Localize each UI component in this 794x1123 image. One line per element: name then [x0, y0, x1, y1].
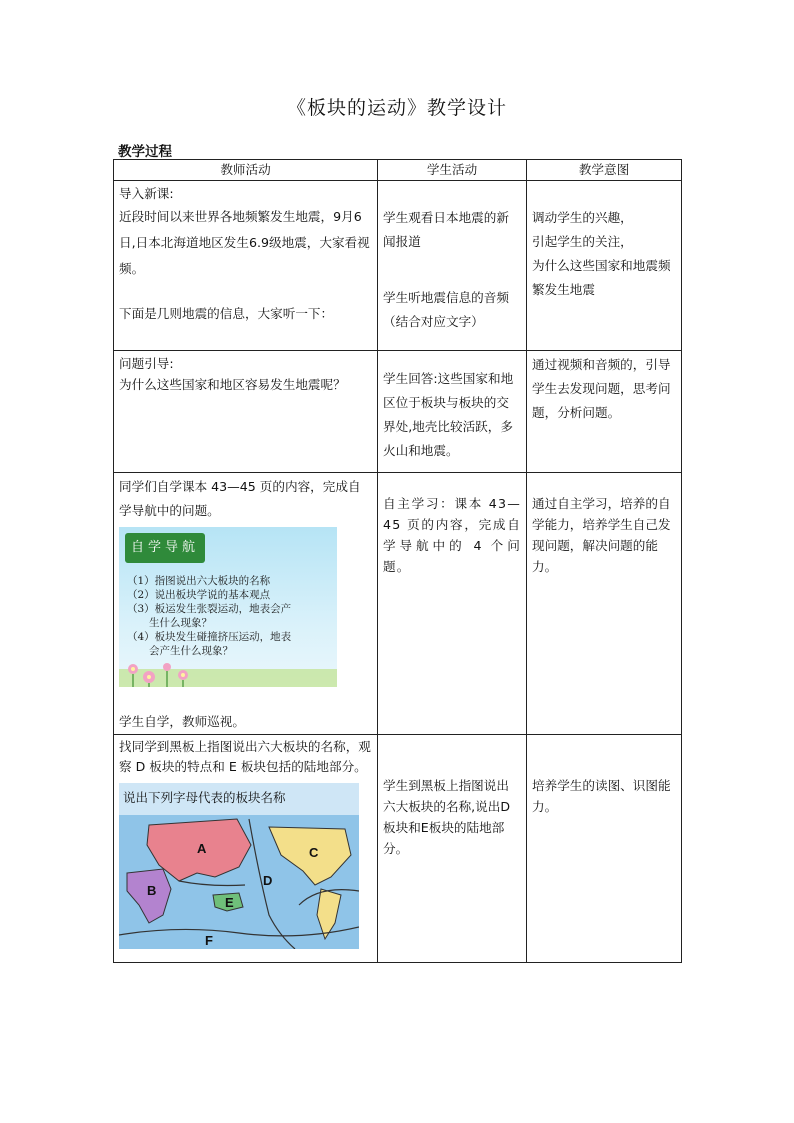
intent-text: 调动学生的兴趣， — [532, 210, 633, 225]
intent-text: 引起学生的关注， — [532, 234, 633, 249]
plate-label-e: E — [225, 895, 234, 910]
teacher-text: 问题引导: — [119, 356, 174, 371]
teacher-text: 近段时间以来世界各地频繁发生地震，9月6日,日本北海道地区发生6.9级地震，大家看视频。 — [119, 209, 370, 276]
nav-item: （4）板块发生碰撞挤压运动，地表 — [127, 631, 292, 643]
lesson-table — [113, 159, 682, 963]
plate-label-d: D — [263, 873, 273, 888]
student-cell — [378, 473, 527, 735]
intent-text: 通过自主学习，培养的自学能力，培养学生自己发现问题，解决问题的能力。 — [532, 496, 671, 574]
teacher-text: 学生自学，教师巡视。 — [119, 714, 245, 729]
header-teacher: 教师活动 — [114, 160, 378, 181]
table-row — [114, 735, 682, 963]
tectonic-plate-map-image — [119, 783, 359, 949]
teacher-cell — [114, 735, 378, 963]
map-title: 说出下列字母代表的板块名称 — [119, 783, 359, 815]
plate-label-a: A — [197, 841, 207, 856]
intent-cell — [527, 181, 682, 351]
student-text: 学生观看日本地震的新闻报道 — [383, 210, 509, 249]
teacher-cell — [114, 351, 378, 473]
teacher-cell — [114, 181, 378, 351]
intent-cell — [527, 351, 682, 473]
intent-cell — [527, 473, 682, 735]
student-cell — [378, 735, 527, 963]
intent-text: 为什么这些国家和地震频繁发生地震 — [532, 258, 671, 297]
nav-list — [127, 574, 337, 658]
document-title: 《板块的运动》教学设计 — [286, 97, 507, 119]
student-text: 学生回答:这些国家和地区位于板块与板块的交界处,地壳比较活跃，多火山和地震。 — [383, 371, 514, 458]
teacher-text: 导入新课: — [119, 186, 174, 201]
student-cell — [378, 181, 527, 351]
student-cell — [378, 351, 527, 473]
student-text: 自主学习：课本 43—45 页的内容，完成自学导航中的 4 个问题。 — [383, 496, 521, 574]
plate-label-c: C — [309, 845, 319, 860]
table-header-row — [114, 160, 682, 181]
teacher-text: 同学们自学课本 43—45 页的内容，完成自学导航中的问题。 — [119, 479, 361, 518]
intent-cell — [527, 735, 682, 963]
intent-text: 通过视频和音频的，引导学生去发现问题，思考问题，分析问题。 — [532, 357, 671, 420]
plate-label-b: B — [147, 883, 157, 898]
student-text: 学生听地震信息的音频（结合对应文字） — [383, 290, 509, 329]
table-row — [114, 351, 682, 473]
nav-item: （3）板运发生张裂运动，地表会产 — [127, 603, 292, 615]
intent-text: 培养学生的读图、识图能力。 — [532, 778, 671, 814]
section-label: 教学过程 — [118, 144, 172, 160]
student-text: 学生到黑板上指图说出六大板块的名称,说出D板块和E板块的陆地部分。 — [383, 778, 511, 856]
nav-item: 会产生什么现象？ — [149, 645, 233, 657]
teacher-text: 找同学到黑板上指图说出六大板块的名称，观察 D 板块的特点和 E 板块包括的陆地部分。 — [119, 739, 371, 774]
teacher-cell — [114, 473, 378, 735]
nav-item: （2）说出板块学说的基本观点 — [127, 589, 271, 601]
teacher-text: 为什么这些国家和地区容易发生地震呢？ — [119, 377, 346, 392]
plate-label-f: F — [205, 933, 213, 948]
nav-item: 生什么现象？ — [149, 617, 212, 629]
header-student: 学生活动 — [378, 160, 527, 181]
header-intent: 教学意图 — [527, 160, 682, 181]
nav-item: （1）指图说出六大板块的名称 — [127, 575, 271, 587]
world-plate-map — [119, 815, 359, 949]
table-row — [114, 181, 682, 351]
nav-banner: 自学导航 — [125, 533, 205, 563]
flower-decoration — [119, 647, 337, 687]
table-row — [114, 473, 682, 735]
teacher-text: 下面是几则地震的信息，大家听一下： — [119, 306, 334, 321]
self-study-navigation-image — [119, 527, 337, 687]
